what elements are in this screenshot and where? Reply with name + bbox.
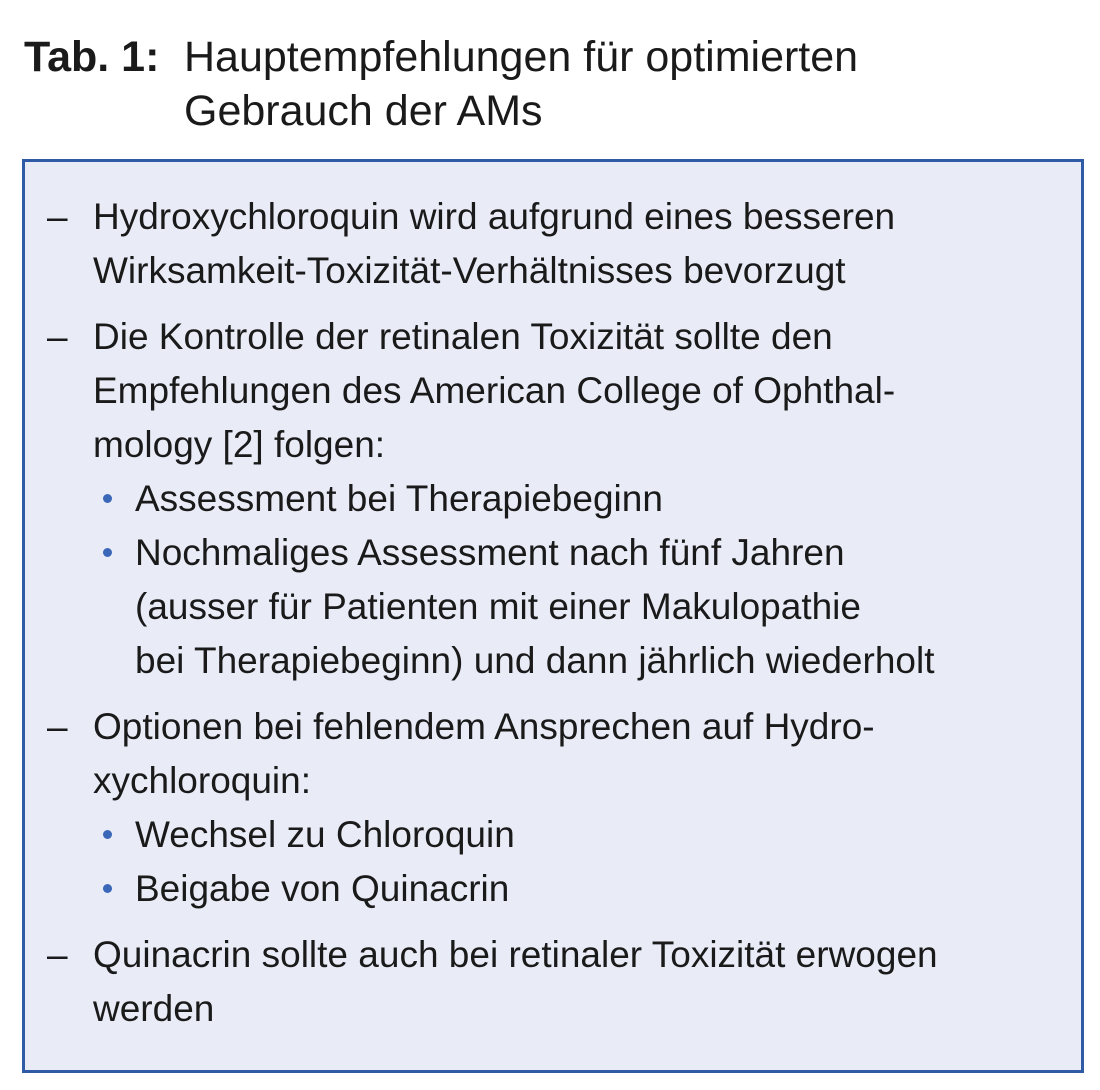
- item-line: mology [2] folgen:: [93, 424, 386, 465]
- item-line: werden: [93, 988, 215, 1029]
- table-title: [24, 30, 1074, 138]
- item-line: Die Kontrolle der retinalen Toxizität sollte den: [93, 316, 833, 357]
- list-item: [25, 310, 1081, 688]
- bullet-icon: [103, 494, 112, 503]
- sub-item-line: bei Therapiebeginn) und dann jährlich wiederholt: [135, 640, 935, 681]
- item-line: Quinacrin sollte auch bei retinaler Toxizität erwogen: [93, 934, 938, 975]
- sub-list-item: [93, 472, 1081, 526]
- title-line-1: Hauptempfehlungen für optimierten: [184, 33, 859, 81]
- item-line: Empfehlungen des American College of Ophthal-: [93, 370, 896, 411]
- recommendations-list: [25, 190, 1081, 1048]
- dash-marker: –: [47, 706, 68, 747]
- item-line: Optionen bei fehlendem Ansprechen auf Hydro-: [93, 706, 875, 747]
- title-line-2: Gebrauch der AMs: [184, 87, 543, 135]
- recommendations-box: [22, 159, 1084, 1073]
- list-item: [25, 928, 1081, 1036]
- bullet-icon: [103, 830, 112, 839]
- title-prefix: Tab. 1:: [24, 33, 160, 81]
- sub-item-line: Wechsel zu Chloroquin: [135, 814, 515, 855]
- sub-list-item: [93, 808, 1081, 862]
- list-item: [25, 700, 1081, 916]
- dash-marker: –: [47, 196, 68, 237]
- sub-item-line: Nochmaliges Assessment nach fünf Jahren: [135, 532, 845, 573]
- bullet-icon: [103, 884, 112, 893]
- item-line: Hydroxychloroquin wird aufgrund eines besseren: [93, 196, 896, 237]
- sub-item-line: Beigabe von Quinacrin: [135, 868, 510, 909]
- title-row: [24, 30, 1074, 138]
- sub-list-item: [93, 526, 1081, 688]
- sub-item-line: Assessment bei Therapiebeginn: [135, 478, 663, 519]
- dash-marker: –: [47, 934, 68, 975]
- dash-marker: –: [47, 316, 68, 357]
- sub-list-item: [93, 862, 1081, 916]
- title-text: [184, 30, 1074, 138]
- bullet-icon: [103, 548, 112, 557]
- item-line: Wirksamkeit-Toxizität-Verhältnisses bevorzugt: [93, 250, 846, 291]
- sub-item-line: (ausser für Patienten mit einer Makulopathie: [135, 586, 861, 627]
- item-line: xychloroquin:: [93, 760, 312, 801]
- list-item: [25, 190, 1081, 298]
